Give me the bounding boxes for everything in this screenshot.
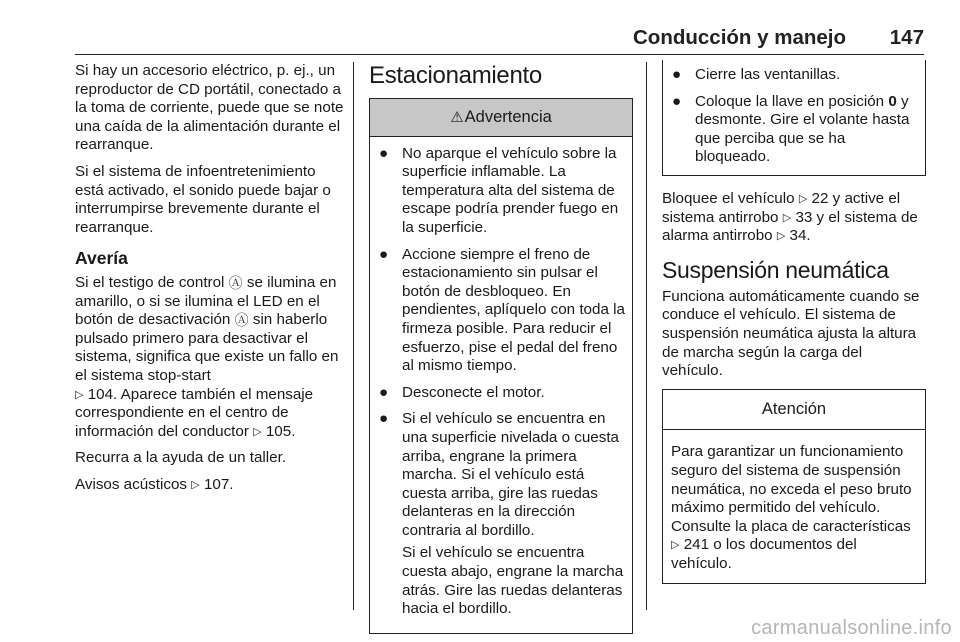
watermark: carmanualsonline.info: [751, 617, 952, 639]
warning-box-continued: [662, 60, 926, 176]
warning-box: [369, 98, 633, 634]
page-reference-icon: ▷: [253, 425, 262, 438]
bullet-icon: ●: [379, 144, 389, 162]
column-divider: [353, 62, 354, 610]
page-reference-icon: ▷: [776, 230, 786, 243]
warning-body: [370, 137, 632, 633]
section-heading-suspension: Suspensión neumática: [662, 256, 889, 283]
list-item: ● Coloque la llave en posición 0 y desmonte. Gire el volante hasta que perciba que se ha bloqueado.: [672, 92, 910, 166]
warning-icon: ⚠: [450, 109, 464, 126]
column-2: [369, 62, 633, 634]
column-1: [75, 62, 347, 502]
column-3: [662, 62, 926, 584]
page-reference-icon: ▷: [671, 539, 680, 552]
page-reference-icon: ▷: [191, 478, 200, 491]
key-position: 0: [888, 92, 897, 110]
page-reference-icon: ▷: [782, 211, 792, 224]
list-item: ● Accione siempre el freno de estacionamiento sin pulsar el botón de desbloqueo. En pendientes, aplíquelo con toda la firmeza posible. Para reducir el esfuerzo, pise el pedal del freno al mismo tiempo.: [379, 245, 625, 375]
bullet-icon: ●: [379, 383, 389, 401]
page-reference-icon: ▷: [75, 388, 84, 401]
paragraph: Si el vehículo se encuentra cuesta abajo, engrane la marcha atrás. Gire las ruedas delanteras hacia el bordillo.: [402, 544, 624, 618]
paragraph: Recurra a la ayuda de un taller.: [75, 449, 287, 467]
paragraph: Si el sistema de infoentretenimiento está activado, el sonido puede bajar o interrumpirse brevemente durante el rearranque.: [75, 162, 331, 236]
bullet-icon: ●: [379, 245, 389, 263]
attention-body: Para garantizar un funcionamiento seguro del sistema de suspensión neumática, no exceda el peso bruto máximo permitido del vehículo. Consulte la placa de características ▷ 241 o los documentos del vehículo.: [671, 443, 912, 572]
paragraph: Funciona automáticamente cuando se conduce el vehículo. El sistema de suspensión neumática ajusta la altura de marcha según la carga del vehículo.: [662, 287, 920, 380]
subheading-averia: Avería: [75, 248, 128, 269]
bullet-icon: ●: [672, 92, 682, 110]
paragraph: Bloquee el vehículo ▷ 22 y active el sistema antirrobo ▷ 33 y el sistema de alarma antirrobo ▷ 34.: [662, 189, 918, 245]
column-divider: [646, 62, 647, 610]
list-item: ● Si el vehículo se encuentra en una superficie nivelada o cuesta arriba, engrane la primera marcha. Si el vehículo está cuesta arriba, gire las ruedas delanteras en la dirección contraria al bordillo.: [379, 410, 619, 539]
list-item: ● Cierre las ventanillas.: [672, 66, 841, 83]
page-header: [75, 22, 924, 55]
list-item: ● Desconecte el motor.: [379, 383, 545, 401]
attention-title: Atención: [663, 390, 925, 431]
list-item: ● No aparque el vehículo sobre la superficie inflamable. La temperatura alta del sistema de escape podría prender fuego en la superficie.: [379, 144, 619, 236]
bullet-icon: ●: [672, 66, 682, 83]
warning-header: [370, 99, 632, 137]
paragraph: Avisos acústicos ▷ 107.: [75, 475, 234, 493]
attention-box: [662, 389, 926, 585]
paragraph: Si el testigo de control Ⓐ se ilumina en amarillo, o si se ilumina el LED en el botón de desactivación Ⓐ sin haberlo pulsado primero para desactivar el sistema, significa que existe un fallo en el sistema stop-start ▷ 104. Aparece también el mensaje correspondiente en el centro de información del conductor ▷ 105.: [75, 273, 339, 440]
header-title: Conducción y manejo: [633, 26, 846, 49]
bullet-icon: ●: [379, 410, 389, 428]
warning-title: Advertencia: [464, 108, 552, 126]
stop-start-off-icon: Ⓐ: [234, 312, 249, 329]
stop-start-indicator-icon: Ⓐ: [228, 274, 243, 291]
paragraph: Si hay un accesorio eléctrico, p. ej., un reproductor de CD portátil, conectado a la toma de corriente, puede que se note una caída de la alimentación durante el rearranque.: [75, 62, 344, 154]
page-reference-icon: ▷: [798, 192, 808, 205]
section-heading-estacionamiento: Estacionamiento: [369, 62, 542, 89]
page-number: 147: [889, 26, 924, 49]
